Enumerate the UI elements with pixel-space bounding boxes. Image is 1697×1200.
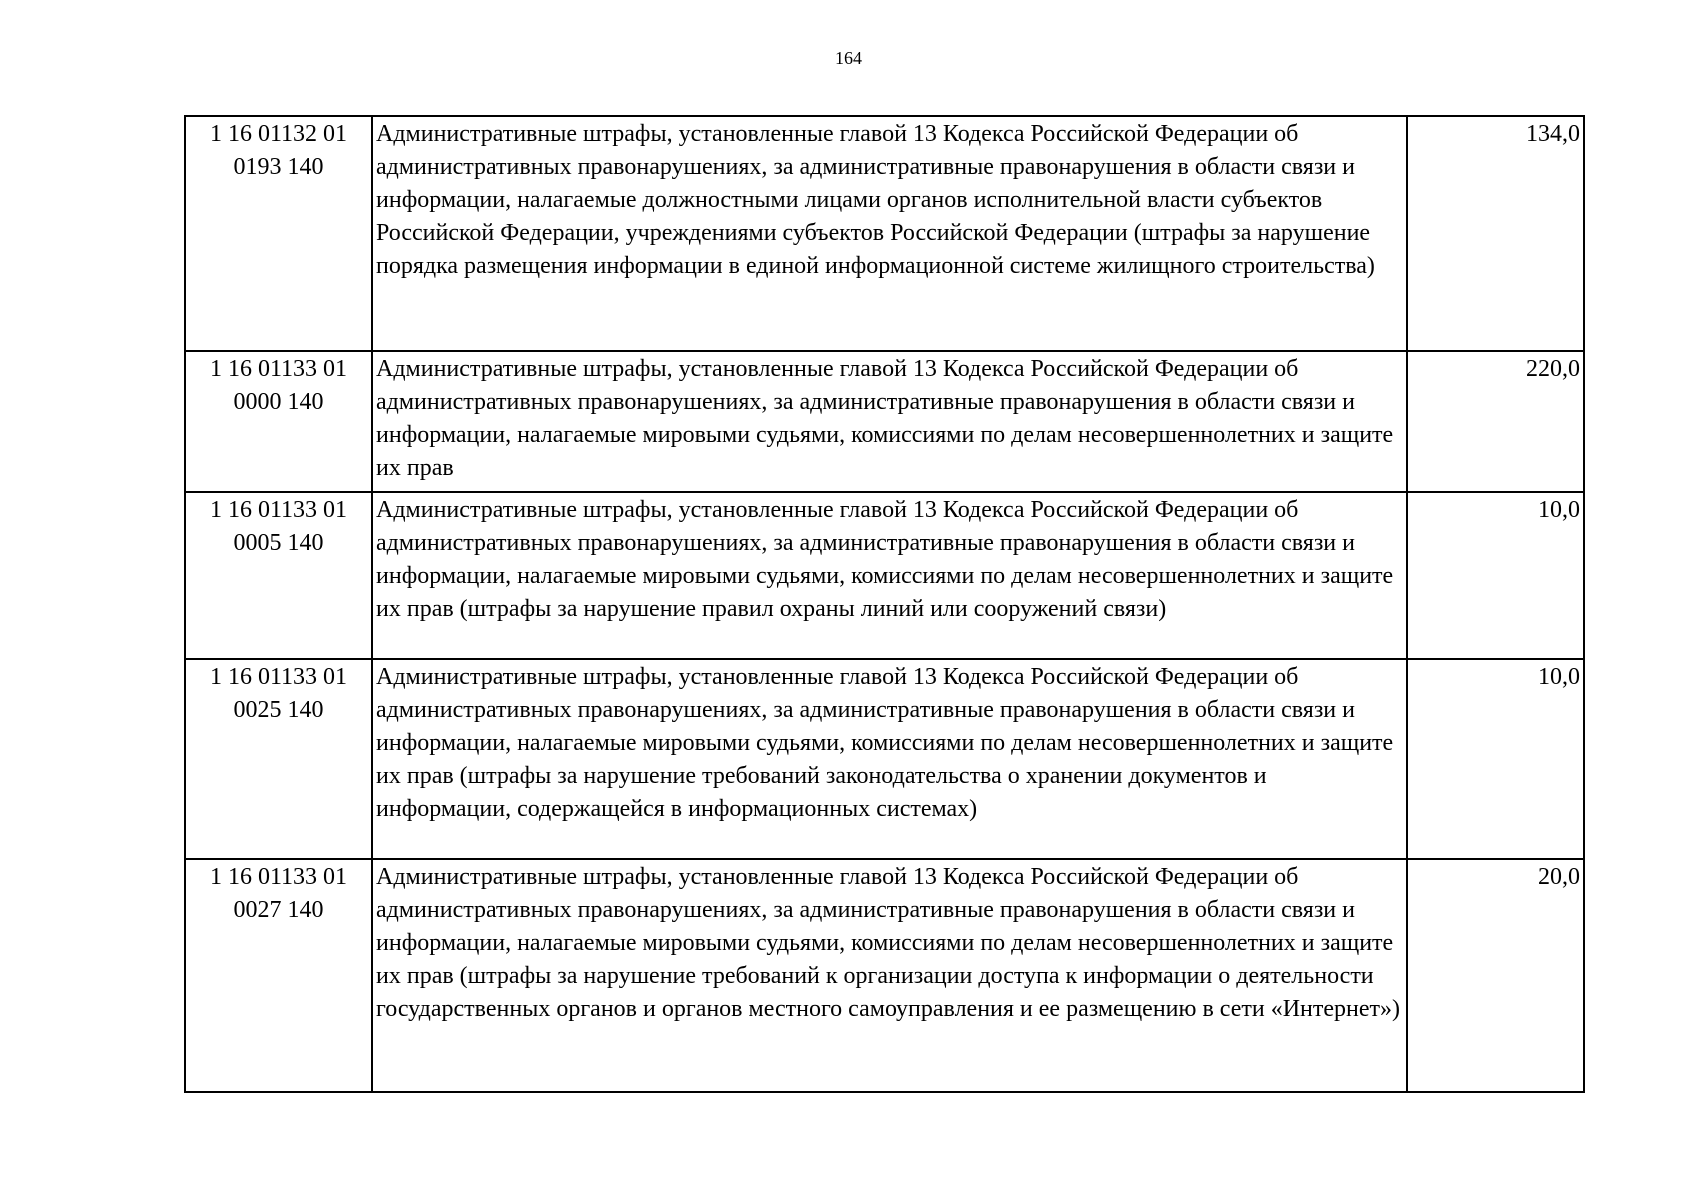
code-line-1: 1 16 01132 01 <box>209 121 348 147</box>
code-line-1: 1 16 01133 01 <box>209 356 348 382</box>
revenue-description-cell: Административные штрафы, установленные главой 13 Кодекса Российской Федерации об административных правонарушениях, за административные правонарушения в области связи и информации, налагаемые должностными лицами органов исполнительной власти субъектов Российской Федерации, учреждениями субъектов Российской Федерации (штрафы за нарушение порядка размещения информации в единой информационной системе жилищного строительства) <box>372 116 1407 351</box>
code-line-2: 0027 140 <box>233 897 324 923</box>
classification-code-cell <box>185 859 372 1092</box>
amount-cell: 134,0 <box>1407 116 1584 351</box>
classification-code-cell <box>185 659 372 859</box>
classification-code-cell <box>185 492 372 659</box>
revenue-description-cell: Административные штрафы, установленные главой 13 Кодекса Российской Федерации об административных правонарушениях, за административные правонарушения в области связи и информации, налагаемые мировыми судьями, комиссиями по делам несовершеннолетних и защите их прав (штрафы за нарушение требований законодательства о хранении документов и информации, содержащейся в информационных системах) <box>372 659 1407 859</box>
code-line-2: 0025 140 <box>233 697 324 723</box>
table-row <box>185 659 1584 859</box>
amount-cell: 20,0 <box>1407 859 1584 1092</box>
revenue-description-cell: Административные штрафы, установленные главой 13 Кодекса Российской Федерации об административных правонарушениях, за административные правонарушения в области связи и информации, налагаемые мировыми судьями, комиссиями по делам несовершеннолетних и защите их прав (штрафы за нарушение правил охраны линий или сооружений связи) <box>372 492 1407 659</box>
table-row <box>185 351 1584 492</box>
code-line-1: 1 16 01133 01 <box>209 864 348 890</box>
code-line-1: 1 16 01133 01 <box>209 497 348 523</box>
table-row <box>185 492 1584 659</box>
code-line-2: 0005 140 <box>233 530 324 556</box>
classification-code-cell <box>185 351 372 492</box>
revenue-description-cell: Административные штрафы, установленные главой 13 Кодекса Российской Федерации об административных правонарушениях, за административные правонарушения в области связи и информации, налагаемые мировыми судьями, комиссиями по делам несовершеннолетних и защите их прав <box>372 351 1407 492</box>
code-line-2: 0000 140 <box>233 389 324 415</box>
amount-cell: 10,0 <box>1407 492 1584 659</box>
classification-code-cell <box>185 116 372 351</box>
amount-cell: 10,0 <box>1407 659 1584 859</box>
table-row <box>185 859 1584 1092</box>
table-row <box>185 116 1584 351</box>
amount-cell: 220,0 <box>1407 351 1584 492</box>
page-number: 164 <box>835 48 862 68</box>
code-line-2: 0193 140 <box>233 154 324 180</box>
code-line-1: 1 16 01133 01 <box>209 664 348 690</box>
revenue-description-cell: Административные штрафы, установленные главой 13 Кодекса Российской Федерации об административных правонарушениях, за административные правонарушения в области связи и информации, налагаемые мировыми судьями, комиссиями по делам несовершеннолетних и защите их прав (штрафы за нарушение требований к организации доступа к информации о деятельности государственных органов и органов местного самоуправления и ее размещению в сети «Интернет») <box>372 859 1407 1092</box>
budget-revenue-table <box>184 115 1585 1093</box>
